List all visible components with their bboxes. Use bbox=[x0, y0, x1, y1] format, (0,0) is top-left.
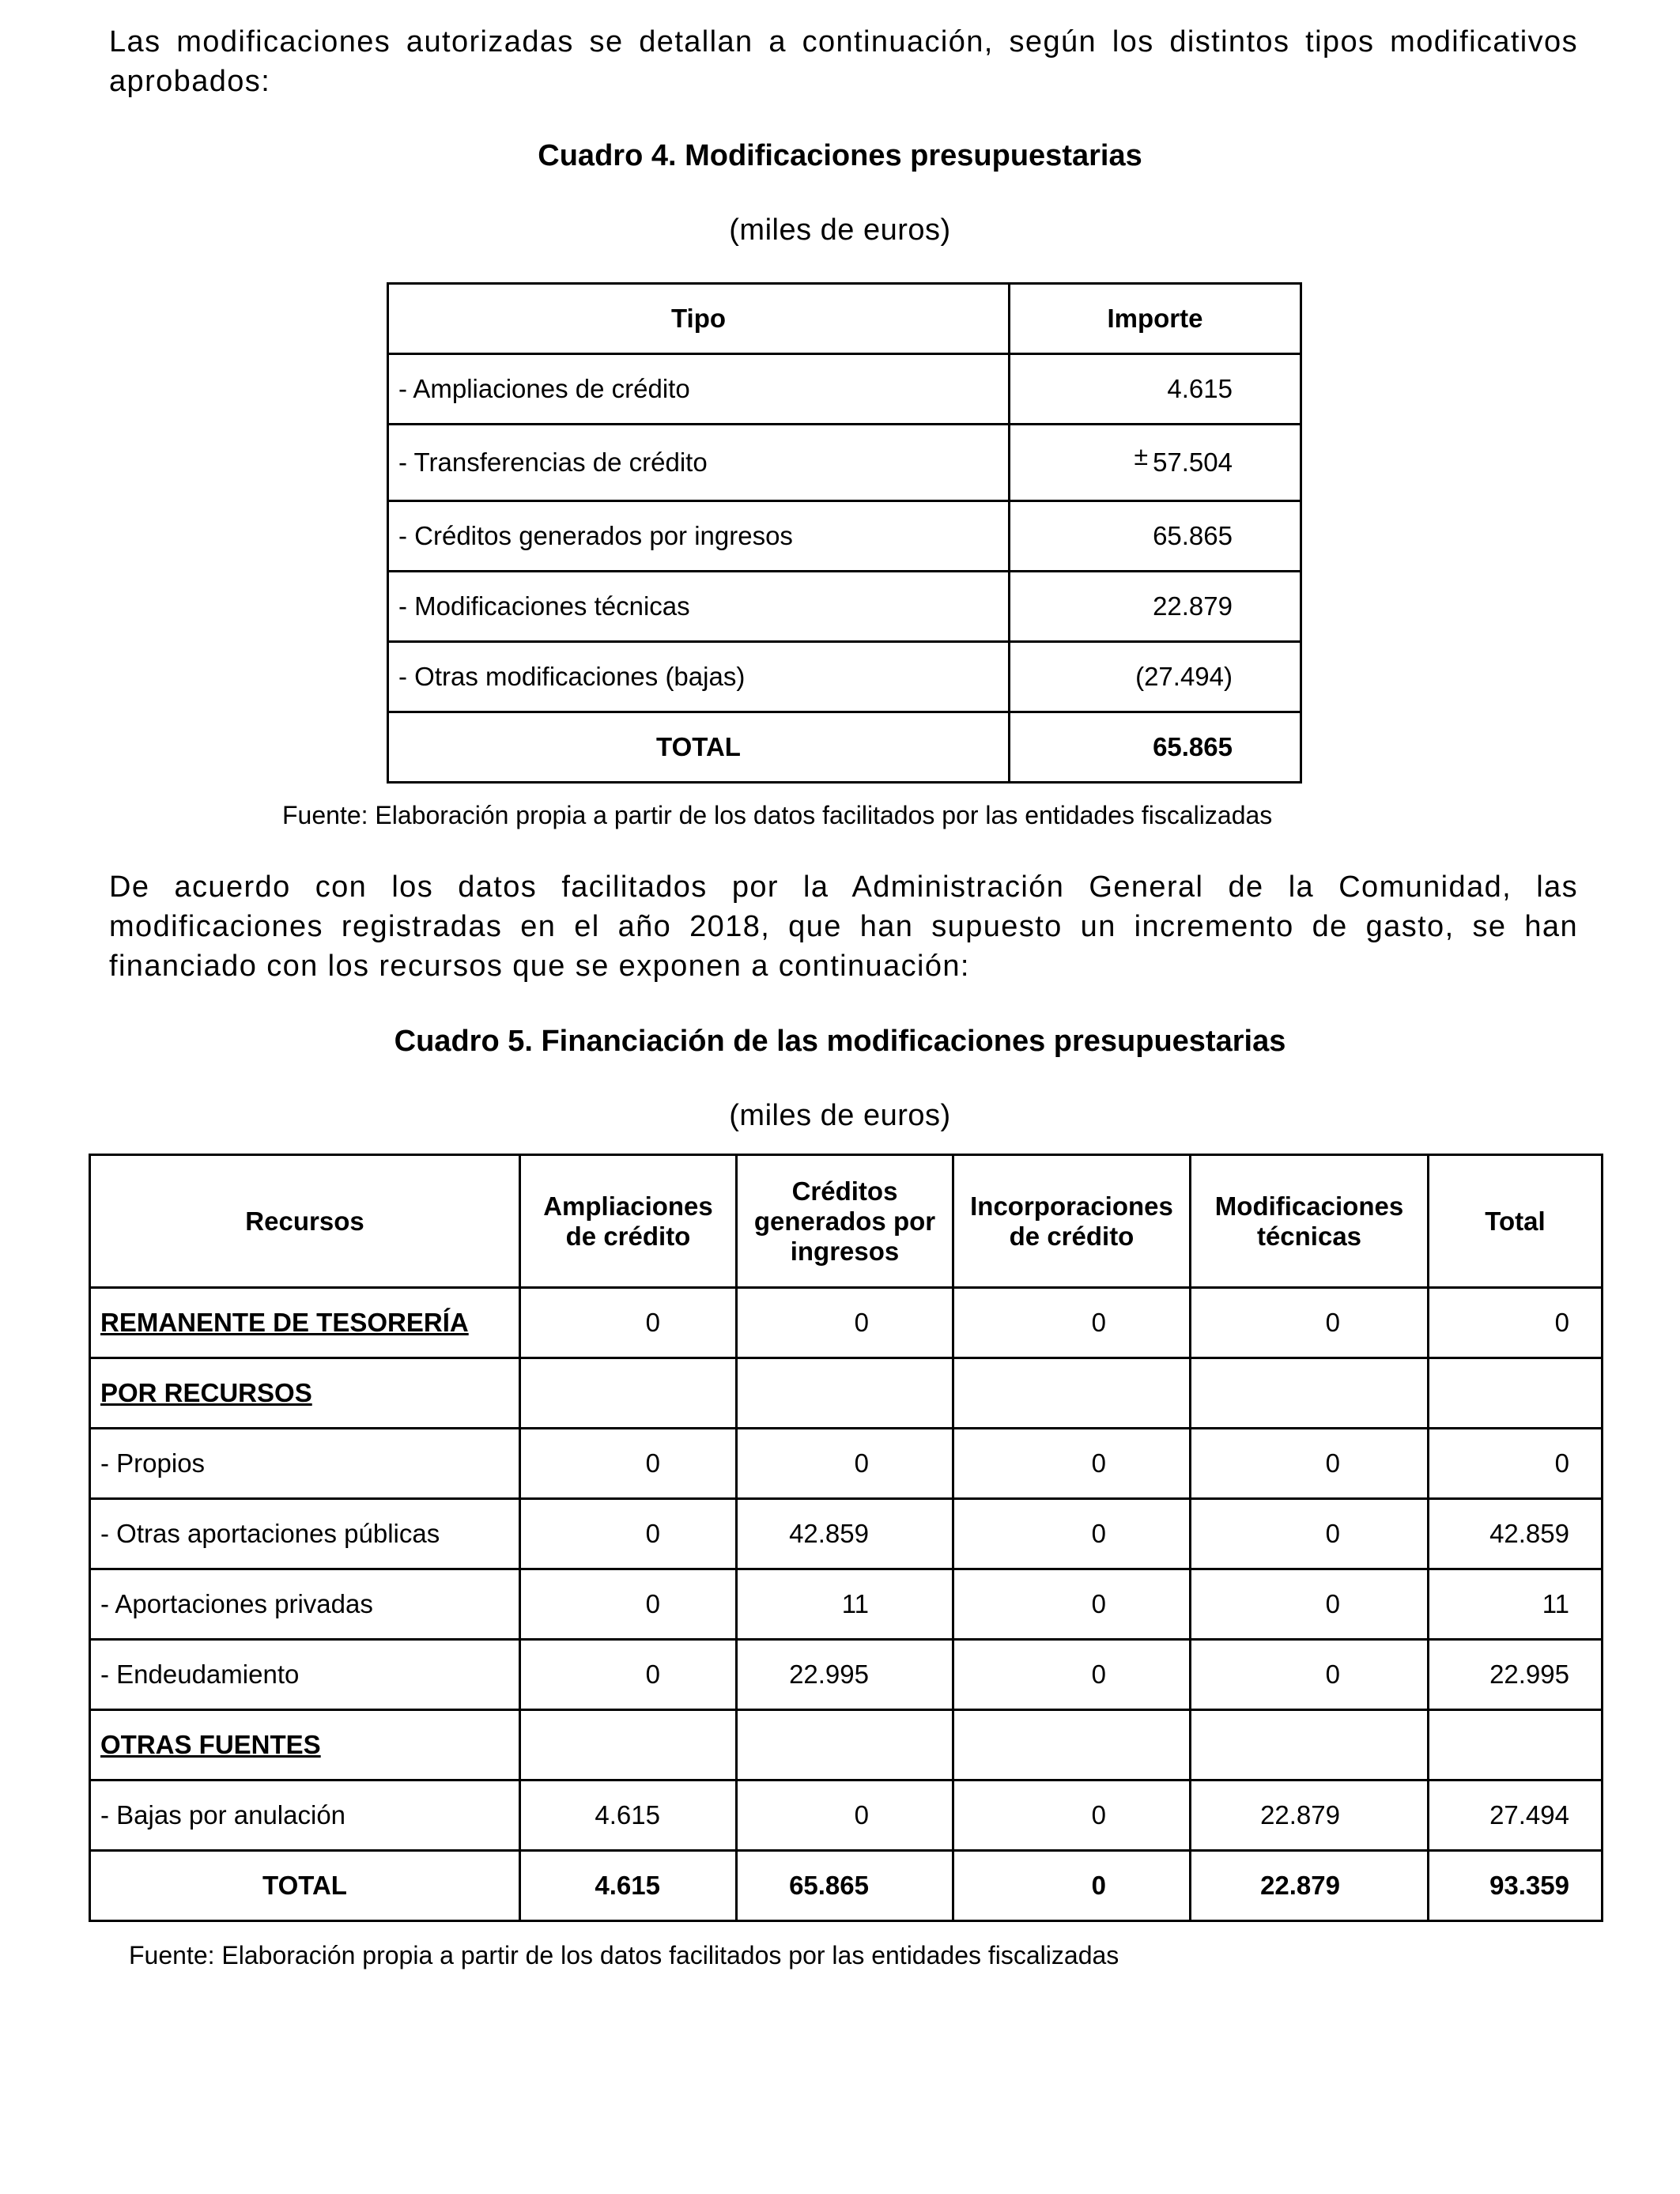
cell: 0 bbox=[520, 1288, 737, 1358]
row-label: - Bajas por anulación bbox=[90, 1781, 520, 1851]
cell: 0 bbox=[520, 1640, 737, 1710]
row-label: - Modificaciones técnicas bbox=[388, 572, 1010, 642]
cell: 42.859 bbox=[1429, 1499, 1603, 1569]
section-heading: OTRAS FUENTES bbox=[90, 1710, 520, 1781]
row-value-amount: 57.504 bbox=[1153, 447, 1233, 477]
column-header-tipo: Tipo bbox=[388, 284, 1010, 354]
table4-units: (miles de euros) bbox=[729, 213, 951, 247]
table-row bbox=[90, 1569, 1603, 1640]
cell: 22.995 bbox=[1429, 1640, 1603, 1710]
cell bbox=[737, 1710, 953, 1781]
cell: 0 bbox=[1191, 1429, 1429, 1499]
row-value: (27.494) bbox=[1010, 642, 1301, 712]
table-row bbox=[90, 1640, 1603, 1710]
total-value: 65.865 bbox=[1010, 712, 1301, 783]
section-heading: REMANENTE DE TESORERÍA bbox=[90, 1288, 520, 1358]
cell bbox=[953, 1358, 1191, 1429]
row-value: 65.865 bbox=[1010, 501, 1301, 572]
cell bbox=[1191, 1358, 1429, 1429]
cell: 0 bbox=[1191, 1640, 1429, 1710]
row-label: - Endeudamiento bbox=[90, 1640, 520, 1710]
cell: 0 bbox=[737, 1288, 953, 1358]
cell: 0 bbox=[953, 1288, 1191, 1358]
cell: 22.995 bbox=[737, 1640, 953, 1710]
column-header-importe: Importe bbox=[1010, 284, 1301, 354]
table-row bbox=[90, 1358, 1603, 1429]
column-header-ampliaciones: Ampliaciones de crédito bbox=[520, 1155, 737, 1288]
section-heading: POR RECURSOS bbox=[90, 1358, 520, 1429]
cell: 27.494 bbox=[1429, 1781, 1603, 1851]
table4-source: Fuente: Elaboración propia a partir de los datos facilitados por las entidades fiscalizadas bbox=[282, 801, 1273, 829]
table5-units: (miles de euros) bbox=[729, 1099, 951, 1132]
cell: 0 bbox=[737, 1429, 953, 1499]
table-row bbox=[90, 1288, 1603, 1358]
total-cell: 0 bbox=[953, 1851, 1191, 1921]
cell: 0 bbox=[1191, 1288, 1429, 1358]
cell: 0 bbox=[953, 1781, 1191, 1851]
row-label: - Aportaciones privadas bbox=[90, 1569, 520, 1640]
table-row bbox=[388, 642, 1301, 712]
cell bbox=[1191, 1710, 1429, 1781]
cell: 0 bbox=[520, 1569, 737, 1640]
table-row bbox=[90, 1781, 1603, 1851]
total-label: TOTAL bbox=[90, 1851, 520, 1921]
plus-minus-sign: ± bbox=[1134, 442, 1149, 470]
cell: 0 bbox=[1429, 1429, 1603, 1499]
cell bbox=[520, 1710, 737, 1781]
cell: 42.859 bbox=[737, 1499, 953, 1569]
column-header-incorporaciones: Incorporaciones de crédito bbox=[953, 1155, 1191, 1288]
cell bbox=[1429, 1358, 1603, 1429]
row-label: - Otras aportaciones públicas bbox=[90, 1499, 520, 1569]
row-label: - Otras modificaciones (bajas) bbox=[388, 642, 1010, 712]
cell bbox=[953, 1710, 1191, 1781]
table5 bbox=[89, 1154, 1603, 1922]
total-cell: 93.359 bbox=[1429, 1851, 1603, 1921]
row-value: 4.615 bbox=[1010, 354, 1301, 425]
total-cell: 4.615 bbox=[520, 1851, 737, 1921]
table-row bbox=[388, 425, 1301, 501]
cell bbox=[1429, 1710, 1603, 1781]
cell: 0 bbox=[1429, 1288, 1603, 1358]
total-cell: 22.879 bbox=[1191, 1851, 1429, 1921]
table4-title: Cuadro 4. Modificaciones presupuestarias bbox=[538, 139, 1142, 172]
row-label: - Ampliaciones de crédito bbox=[388, 354, 1010, 425]
table4 bbox=[387, 282, 1302, 784]
cell bbox=[737, 1358, 953, 1429]
table-row bbox=[388, 501, 1301, 572]
table-row bbox=[90, 1429, 1603, 1499]
middle-paragraph: De acuerdo con los datos facilitados por la Administración General de la Comunidad, las modificaciones registradas en el año 2018, que han supuesto un incremento de gasto, se han financiado con los recursos que se exponen a continuación: bbox=[109, 870, 1578, 983]
cell: 0 bbox=[953, 1640, 1191, 1710]
total-row bbox=[90, 1851, 1603, 1921]
cell: 0 bbox=[520, 1499, 737, 1569]
row-label: - Transferencias de crédito bbox=[388, 425, 1010, 501]
cell: 4.615 bbox=[520, 1781, 737, 1851]
cell: 0 bbox=[520, 1429, 737, 1499]
cell: 11 bbox=[1429, 1569, 1603, 1640]
column-header-total: Total bbox=[1429, 1155, 1603, 1288]
intro-paragraph: Las modificaciones autorizadas se detallan a continuación, según los distintos tipos modificativos aprobados: bbox=[109, 25, 1578, 98]
row-value: 22.879 bbox=[1010, 572, 1301, 642]
row-label: - Créditos generados por ingresos bbox=[388, 501, 1010, 572]
cell: 0 bbox=[1191, 1569, 1429, 1640]
cell: 0 bbox=[953, 1499, 1191, 1569]
row-label: - Propios bbox=[90, 1429, 520, 1499]
cell: 0 bbox=[1191, 1499, 1429, 1569]
cell: 0 bbox=[953, 1569, 1191, 1640]
table-header-row bbox=[388, 284, 1301, 354]
cell: 0 bbox=[737, 1781, 953, 1851]
table5-title: Cuadro 5. Financiación de las modificaciones presupuestarias bbox=[394, 1025, 1286, 1058]
column-header-creditos-generados: Créditos generados por ingresos bbox=[737, 1155, 953, 1288]
row-value bbox=[1010, 425, 1301, 501]
table5-source: Fuente: Elaboración propia a partir de los datos facilitados por las entidades fiscalizadas bbox=[129, 1941, 1119, 1969]
table-header-row bbox=[90, 1155, 1603, 1288]
cell: 22.879 bbox=[1191, 1781, 1429, 1851]
cell: 11 bbox=[737, 1569, 953, 1640]
table-row bbox=[388, 354, 1301, 425]
table-row bbox=[388, 572, 1301, 642]
column-header-modificaciones: Modificaciones técnicas bbox=[1191, 1155, 1429, 1288]
total-row bbox=[388, 712, 1301, 783]
cell: 0 bbox=[953, 1429, 1191, 1499]
column-header-recursos: Recursos bbox=[90, 1155, 520, 1288]
total-cell: 65.865 bbox=[737, 1851, 953, 1921]
cell bbox=[520, 1358, 737, 1429]
total-label: TOTAL bbox=[388, 712, 1010, 783]
table-row bbox=[90, 1710, 1603, 1781]
table-row bbox=[90, 1499, 1603, 1569]
